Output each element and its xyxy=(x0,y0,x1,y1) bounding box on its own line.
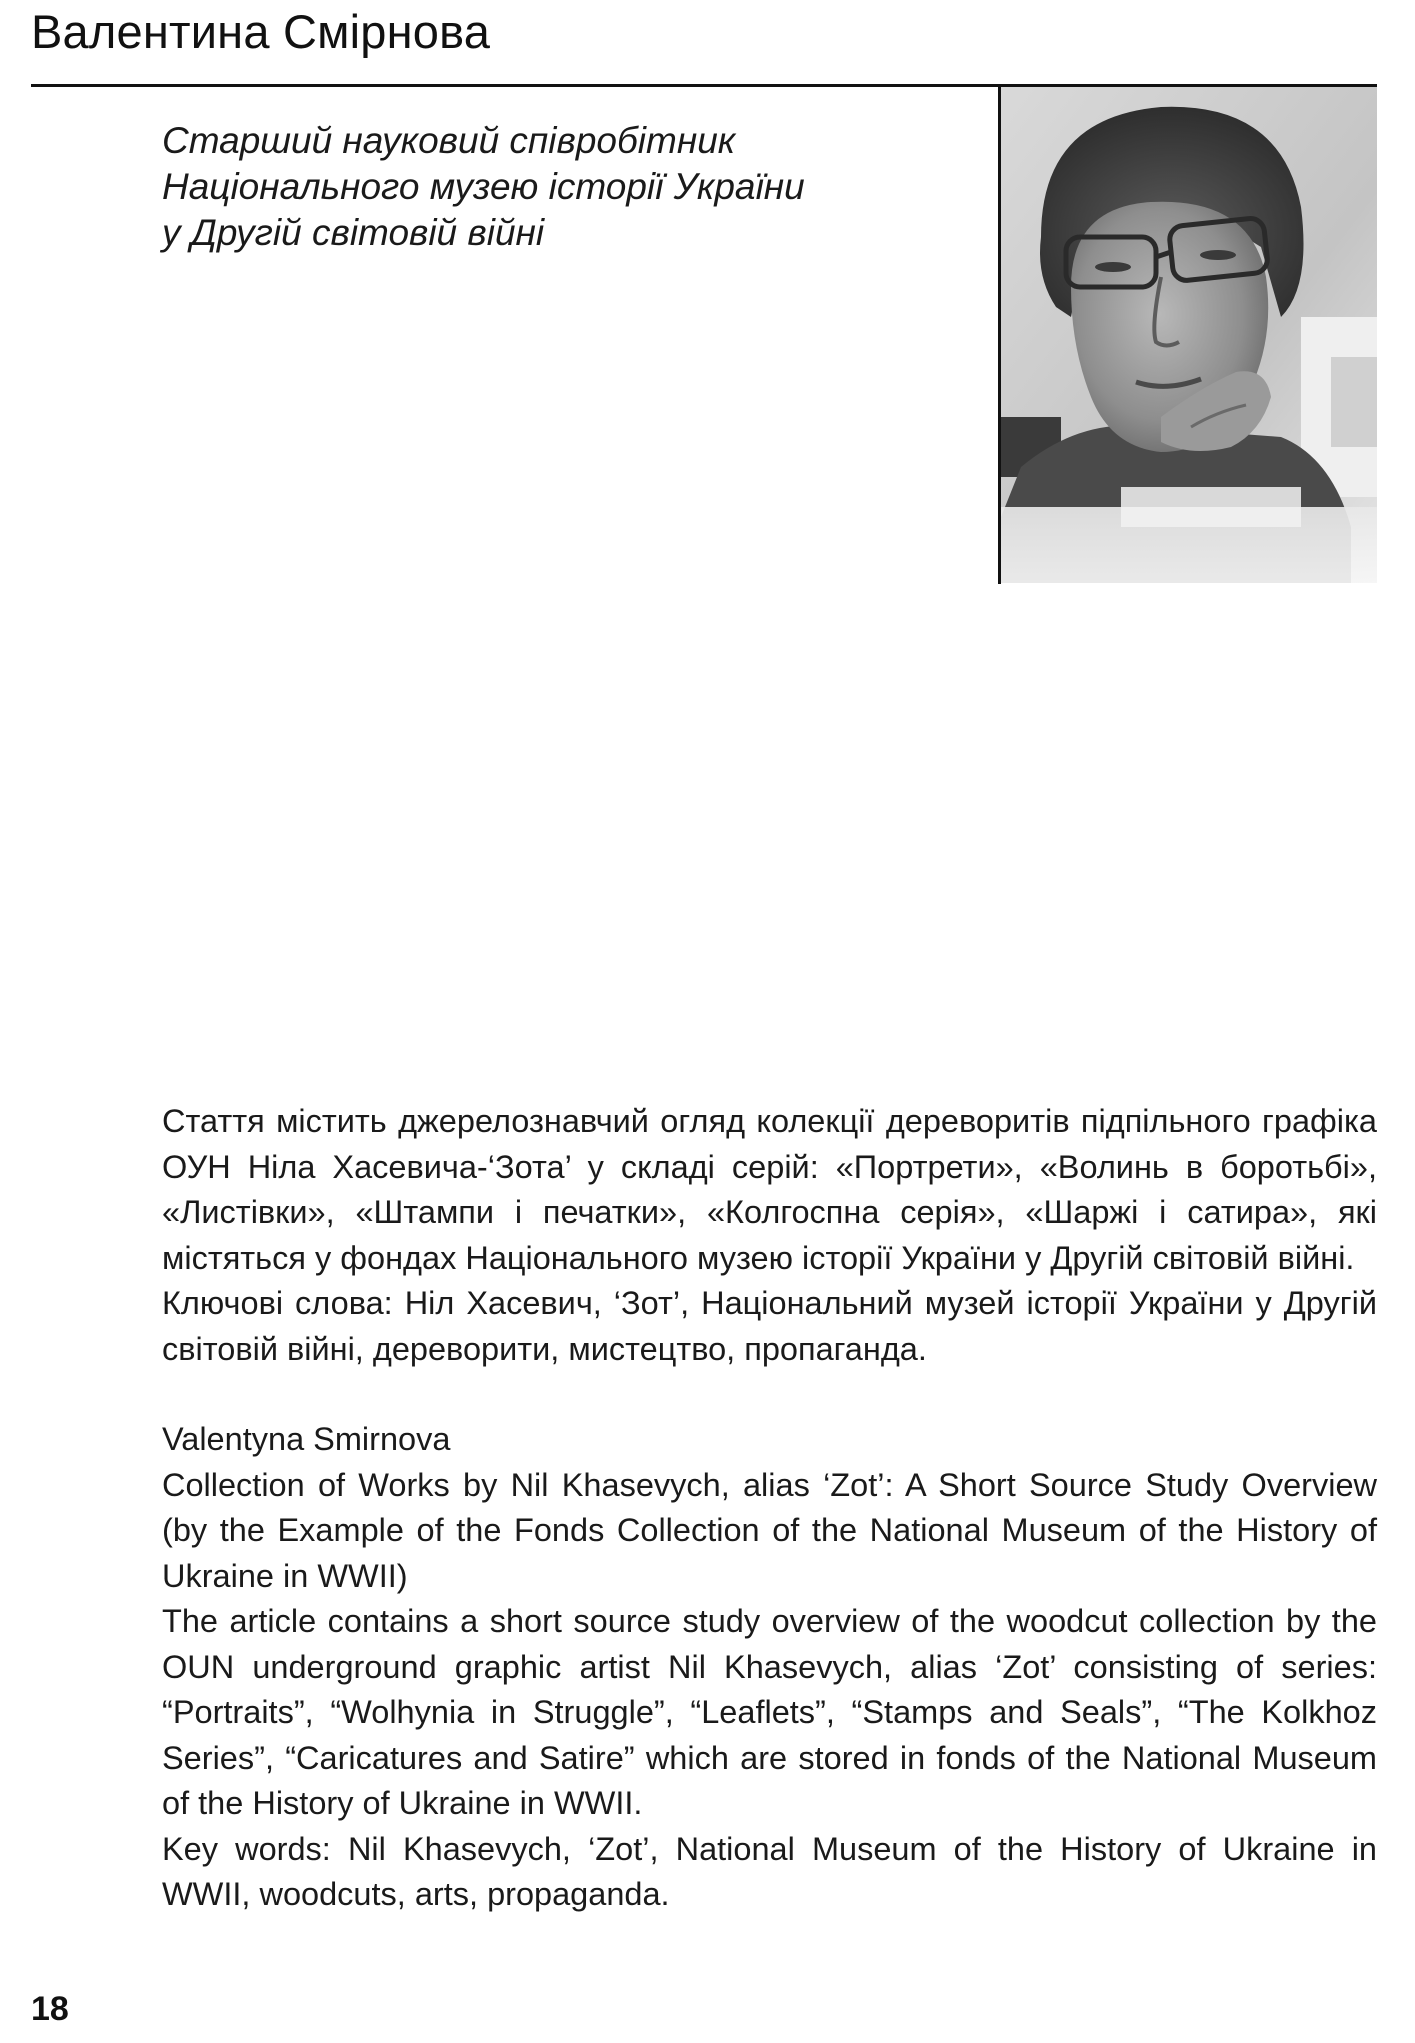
abstract-en-keywords: Key words: Nil Khasevych, ‘Zot’, National Museum of the History of Ukraine in WWII, woodcuts, arts, propaganda. xyxy=(162,1830,1377,1912)
page-number: 18 xyxy=(31,1990,69,2028)
abstract-uk-keywords: Ключові слова: Ніл Хасевич, ‘Зот’, Національний музей історії України у Другій світовій війні, дереворити, мистецтво, пропаганда. xyxy=(162,1285,1377,1367)
author-position-line: Старший науковий співробітник xyxy=(162,120,736,161)
abstract-uk-text: Стаття містить джерелознавчий огляд колекції дереворитів підпільного графіка ОУН Ніла Хасевича-‘Зота’ у складі серій: «Портрети», «Волинь в боротьбі», «Листівки», «Штампи і печатки», «Колгоспна серія», «Шаржі і сатира», які містяться у фондах Національного музею історії України у Другій світовій війні. xyxy=(162,1103,1377,1276)
author-position-line: Національного музею історії України xyxy=(162,166,805,207)
paragraph-gap xyxy=(162,1372,1377,1417)
abstract-en-title: Collection of Works by Nil Khasevych, alias ‘Zot’: A Short Source Study Overview (by the Example of the Fonds Collection of the National Museum of the History of Ukraine in WWII) xyxy=(162,1466,1377,1594)
author-name-header: Валентина Смірнова xyxy=(31,5,491,58)
abstract-en-author: Valentyna Smirnova xyxy=(162,1421,451,1457)
author-position-line: у Другій світовій війні xyxy=(162,212,545,253)
author-position xyxy=(162,118,805,256)
abstract-section xyxy=(162,1099,1377,1918)
abstract-en-text: The article contains a short source study overview of the woodcut collection by the OUN underground graphic artist Nil Khasevych, alias ‘Zot’ consisting of series: “Portraits”, “Wolhynia in Struggle”, “Leaflets”, “Stamps and Seals”, “The Kolkhoz Series”, “Caricatures and Satire” which are stored in fonds of the National Museum of the History of Ukraine in WWII. xyxy=(162,1603,1377,1821)
author-portrait-photo xyxy=(1001,87,1377,583)
